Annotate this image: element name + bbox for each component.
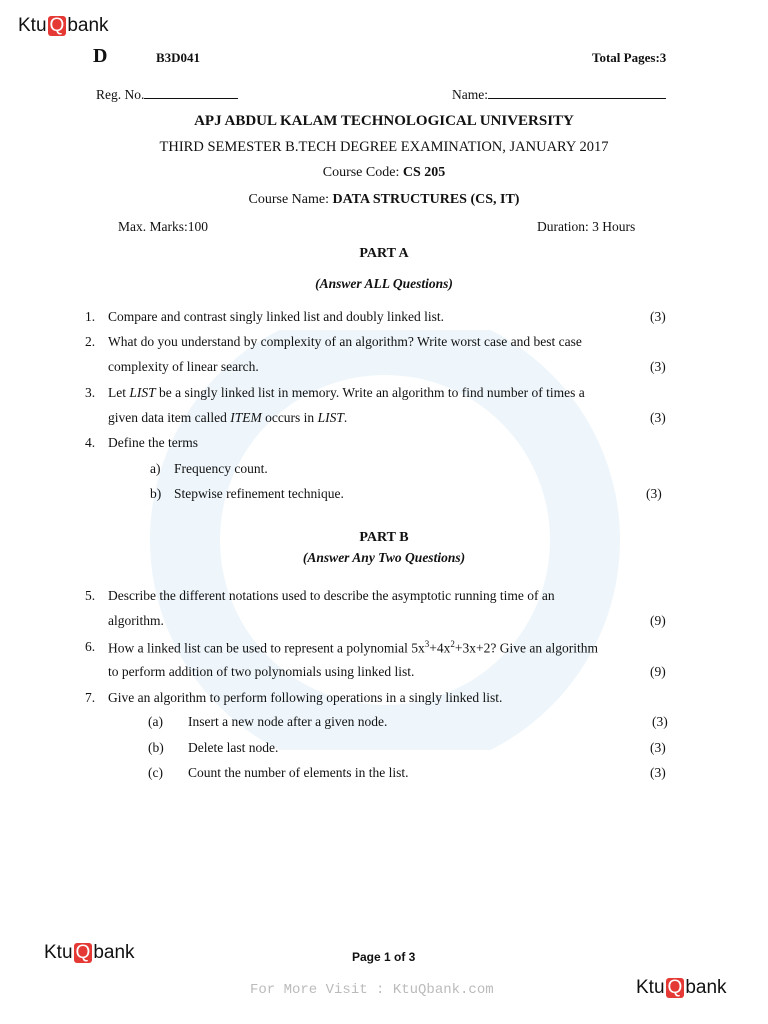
part-a-title: PART A: [359, 246, 409, 261]
q4a-label: a): [150, 461, 161, 476]
exam-title: THIRD SEMESTER B.TECH DEGREE EXAMINATION, JANUARY 2017: [159, 139, 609, 155]
total-pages: Total Pages:3: [592, 50, 667, 65]
q7b-label: (b): [148, 740, 164, 755]
q3-line2: [108, 410, 347, 426]
brand-pre: Ktu: [18, 15, 47, 36]
brand-q-icon: Q: [49, 15, 65, 36]
q4a-text: Frequency count.: [174, 461, 268, 476]
q6-line1: [108, 639, 598, 657]
q6-l1-a: How a linked list can be used to represent a polynomial 5x: [108, 640, 425, 656]
q6-sup1: 3: [424, 639, 430, 649]
brand-post: bank: [67, 15, 109, 36]
max-marks: Max. Marks:100: [118, 219, 208, 234]
q7c-marks: (3): [650, 765, 666, 780]
q5-line2: algorithm.: [108, 613, 164, 628]
top-logo: [18, 15, 109, 37]
part-b-instruction: (Answer Any Two Questions): [302, 550, 466, 565]
q4-text: Define the terms: [108, 435, 198, 450]
series-letter: D: [93, 45, 108, 67]
q2-marks: (3): [650, 359, 666, 374]
university-title: APJ ABDUL KALAM TECHNOLOGICAL UNIVERSITY: [194, 113, 574, 129]
q3-l1-b: LIST: [129, 385, 156, 400]
course-name-value: DATA STRUCTURES (CS, IT): [332, 192, 520, 207]
brand-post: bank: [685, 977, 727, 998]
q3-l2-e: .: [343, 410, 348, 425]
q1-text: Compare and contrast singly linked list and doubly linked list.: [108, 309, 444, 324]
course-code: [0, 165, 768, 181]
q6-l1-b: +4x: [429, 640, 451, 656]
q7a-label: (a): [148, 714, 163, 729]
q1-marks: (3): [650, 309, 666, 324]
q7c-text: Count the number of elements in the list.: [188, 765, 409, 780]
q7a-text: Insert a new node after a given node.: [188, 714, 388, 729]
page-number: Page 1 of 3: [352, 950, 416, 964]
duration: Duration: 3 Hours: [537, 219, 636, 234]
footer-logo-left: [44, 942, 135, 964]
footer-visit-link[interactable]: For More Visit : KtuQbank.com: [250, 982, 494, 998]
part-a-instruction: (Answer ALL Questions): [315, 276, 453, 291]
q7b-marks: (3): [650, 740, 666, 755]
q3-number: 3.: [85, 385, 96, 400]
q3-line1: [108, 385, 585, 401]
name-field: [452, 86, 666, 103]
q4b-text: Stepwise refinement technique.: [174, 486, 344, 501]
q7-text: Give an algorithm to perform following operations in a singly linked list.: [108, 690, 503, 705]
q3-l2-c: occurs in: [261, 410, 318, 425]
q6-marks: (9): [650, 664, 666, 679]
reg-no-label: Reg. No.: [96, 87, 145, 102]
q2-line2: complexity of linear search.: [108, 359, 259, 374]
q2-line1: What do you understand by complexity of an algorithm? Write worst case and best case: [108, 334, 582, 349]
course-name-label: Course Name:: [248, 192, 329, 207]
q6-number: 6.: [85, 639, 96, 654]
reg-no: [96, 86, 238, 103]
q6-line2: to perform addition of two polynomials using linked list.: [108, 664, 415, 679]
brand-pre: Ktu: [44, 942, 73, 963]
course-code-label: Course Code:: [322, 165, 400, 180]
q6-sup2: 2: [450, 639, 455, 649]
q2-number: 2.: [85, 334, 96, 349]
course-name: [0, 192, 768, 208]
q4b-label: b): [150, 486, 162, 501]
q5-marks: (9): [650, 613, 666, 628]
q5-number: 5.: [85, 588, 96, 603]
course-code-value: CS 205: [402, 165, 446, 180]
q7a-marks: (3): [652, 714, 668, 729]
q6-l1-c: +3x+2? Give an algorithm: [454, 640, 598, 656]
brand-post: bank: [93, 942, 135, 963]
q3-l2-d: LIST: [317, 410, 344, 425]
brand-q-icon: Q: [667, 977, 683, 998]
q5-line1: Describe the different notations used to describe the asymptotic running time of an: [108, 588, 555, 603]
q3-l1-c: be a singly linked list in memory. Write an algorithm to find number of times a: [155, 385, 585, 400]
paper-code: B3D041: [156, 50, 201, 65]
q4-number: 4.: [85, 435, 96, 450]
name-label: Name:: [452, 87, 488, 102]
brand-q-icon: Q: [75, 942, 91, 963]
q1-number: 1.: [85, 309, 96, 324]
q7c-label: (c): [148, 765, 163, 780]
q4-marks: (3): [646, 486, 662, 501]
brand-pre: Ktu: [636, 977, 665, 998]
name-blank: [488, 86, 666, 99]
q7b-text: Delete last node.: [188, 740, 279, 755]
q3-marks: (3): [650, 410, 666, 425]
part-b-title: PART B: [359, 530, 409, 545]
reg-no-blank: [144, 86, 238, 99]
footer-logo-right: [636, 977, 727, 999]
q3-l2-a: given data item called: [108, 410, 231, 425]
q3-l2-b: ITEM: [230, 410, 262, 425]
q3-l1-a: Let: [108, 385, 130, 400]
q7-number: 7.: [85, 690, 96, 705]
